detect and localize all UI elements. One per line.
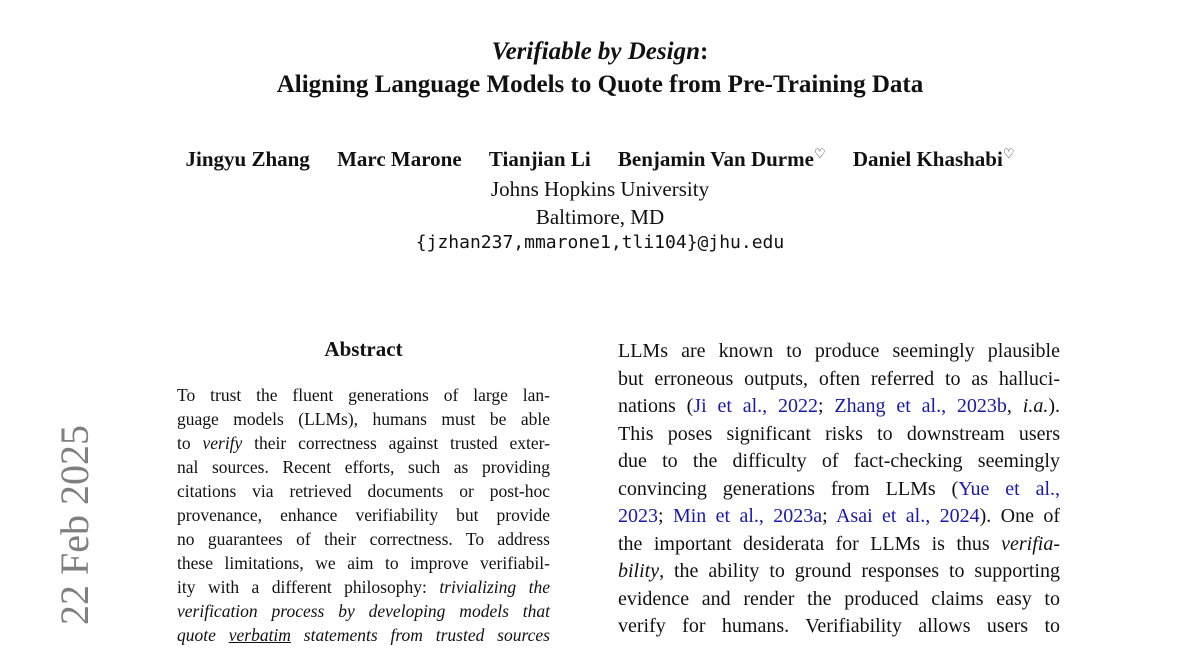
author-list [0, 146, 1200, 172]
author-emails: {jzhan237,mmarone1,tli104}@jhu.edu [415, 232, 785, 253]
paper-title-line-1 [0, 36, 1200, 68]
citation-link[interactable]: Zhang et al., 2023b [834, 395, 1007, 417]
abstract-line: to verify their correctness against trusted exter- [177, 433, 550, 453]
introduction-body [618, 338, 1060, 641]
abstract-line: these limitations, we aim to improve verifiabil- [177, 553, 550, 573]
paper-title-line-2: Aligning Language Models to Quote from Pre-Training Data [276, 71, 924, 98]
intro-line: convincing generations from LLMs (Yue et al., [618, 477, 1060, 500]
intro-line: This poses significant risks to downstream users [618, 422, 1060, 445]
abstract-heading: Abstract [324, 337, 403, 361]
citation-link[interactable]: Asai et al., 2024 [835, 505, 980, 527]
author-4: Benjamin Van Durme♡ [617, 146, 826, 171]
affiliation-city: Baltimore, MD [535, 205, 665, 229]
intro-line: verify for humans. Verifiability allows users to [618, 615, 1060, 637]
intro-line: the important desiderata for LLMs is thus verifia- [618, 532, 1060, 555]
author-1: Jingyu Zhang [185, 147, 310, 171]
intro-line: evidence and render the produced claims easy to [618, 587, 1060, 610]
abstract-line: guage models (LLMs), humans must be able [177, 409, 550, 429]
abstract-body [177, 383, 550, 647]
abstract-line: To trust the fluent generations of large lan- [177, 385, 550, 405]
arxiv-date: 22 Feb 2025 [52, 425, 97, 625]
citation-link[interactable]: 2023 [618, 505, 658, 527]
intro-line: but erroneous outputs, often referred to as halluci- [618, 367, 1060, 390]
intro-line: bility, the ability to ground responses to supporting [618, 560, 1060, 582]
paper-title-emphasis: Verifiable by Design [491, 38, 700, 65]
abstract-line: nal sources. Recent efforts, such as providing [177, 457, 550, 477]
intro-line: nations (Ji et al., 2022; Zhang et al., 2023b, i.a.). [618, 395, 1060, 417]
paper-title-colon: : [700, 38, 709, 65]
author-3: Tianjian Li [488, 147, 591, 171]
arxiv-side-stamp [27, 425, 97, 625]
abstract-line: verification process by developing models that [177, 601, 550, 621]
intro-line: 2023; Min et al., 2023a; Asai et al., 2024). One of [618, 505, 1061, 527]
author-2: Marc Marone [337, 147, 462, 171]
abstract-line: ity with a different philosophy: trivializing the [177, 577, 550, 597]
affiliation-institution: Johns Hopkins University [490, 177, 710, 201]
citation-link[interactable]: Ji et al., 2022 [693, 395, 819, 417]
citation-link[interactable]: Yue et al., [958, 477, 1060, 500]
intro-line: LLMs are known to produce seemingly plausible [618, 340, 1060, 362]
abstract-line: provenance, enhance verifiability but provide [177, 505, 550, 525]
author-5: Daniel Khashabi♡ [852, 146, 1015, 171]
citation-link[interactable]: Min et al., 2023a [672, 505, 823, 527]
abstract-line: quote verbatim statements from trusted sources [177, 625, 550, 645]
intro-line: due to the difficulty of fact-checking seemingly [618, 450, 1060, 472]
abstract-line: citations via retrieved documents or post-hoc [177, 481, 550, 501]
heart-icon: ♡ [813, 146, 826, 161]
abstract-line: no guarantees of their correctness. To address [177, 529, 550, 549]
heart-icon: ♡ [1002, 146, 1015, 161]
